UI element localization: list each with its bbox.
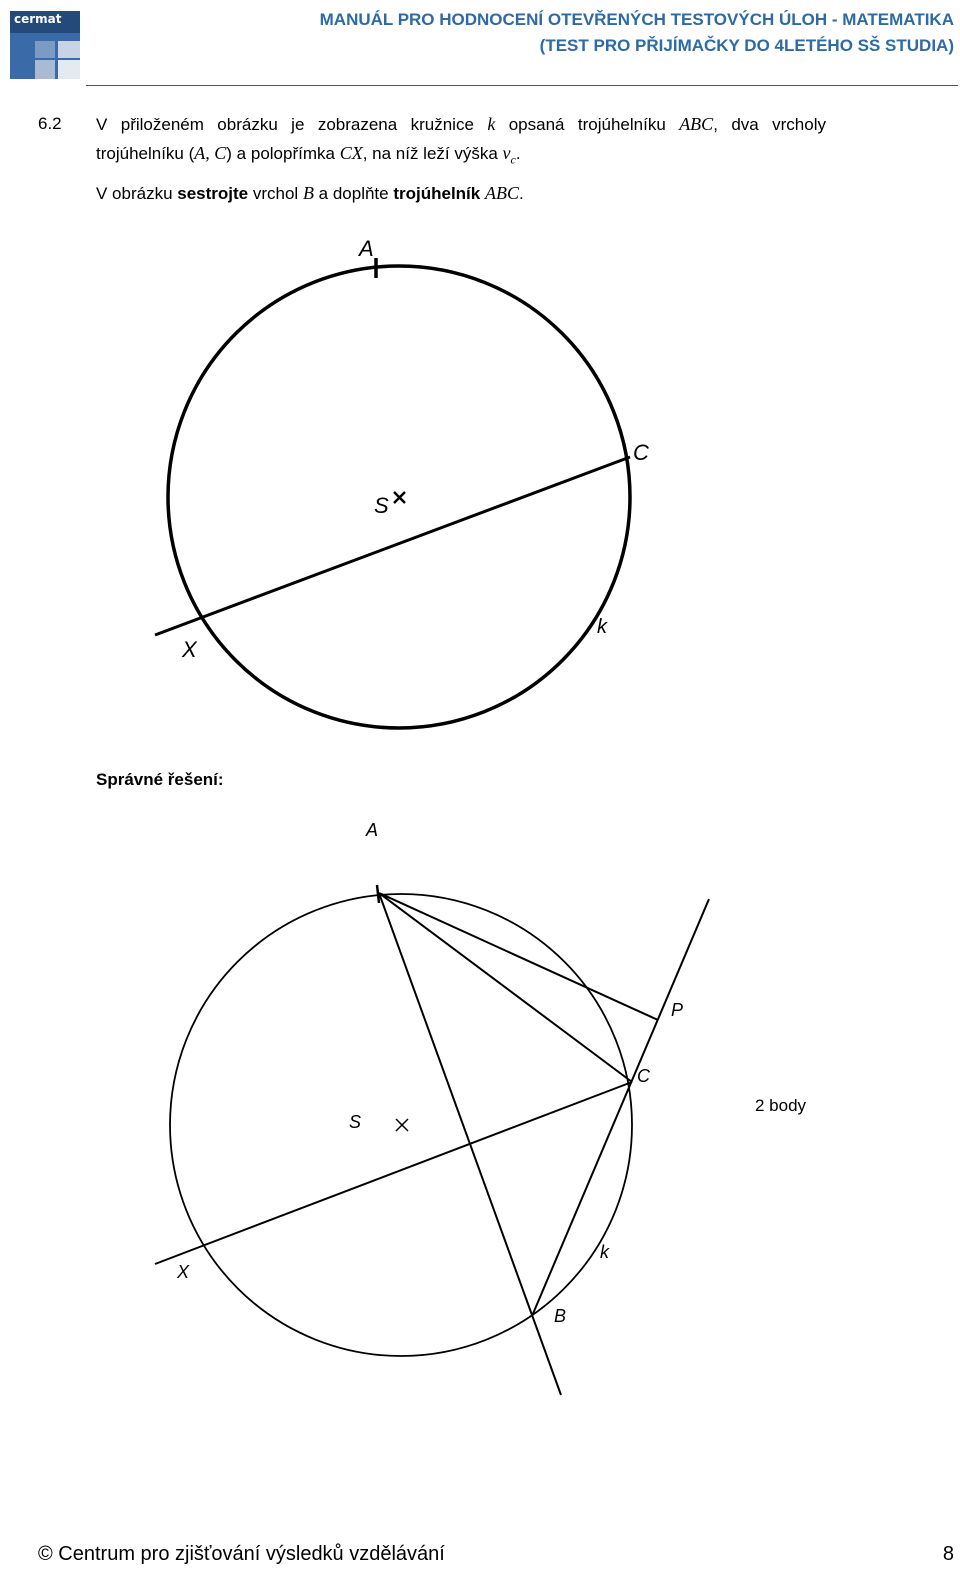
footer-page-number: 8	[942, 1543, 954, 1565]
solution-label-c: C	[637, 1066, 650, 1086]
text: vrchol	[248, 184, 303, 203]
math-b: B	[302, 183, 314, 203]
text: trojúhelníku (	[96, 144, 195, 163]
solution-label-a: A	[366, 820, 379, 840]
solution-side-ac	[379, 893, 632, 1082]
solution-title: Správné řešení:	[96, 770, 224, 789]
text: V obrázku	[96, 184, 178, 203]
math-ac: A, C	[194, 143, 227, 163]
solution-label-b: B	[554, 1306, 567, 1326]
solution-label-k: k	[600, 1242, 609, 1262]
label-k: k	[597, 616, 607, 638]
math-v: v	[502, 143, 511, 163]
solution-label-x: X	[177, 1262, 190, 1282]
text: V přiloženém obrázku je zobrazena kružnice	[96, 115, 488, 134]
text: , dva vrcholy	[713, 115, 826, 134]
solution-ray-cx	[155, 1082, 632, 1264]
score-points: 2 body	[755, 1096, 807, 1115]
label-x: X	[182, 637, 197, 662]
solution-line-bc	[532, 899, 709, 1316]
math-sub-c: c	[510, 152, 516, 167]
solution-line-ab	[379, 893, 561, 1395]
solution-label-p: P	[671, 1000, 684, 1020]
text: a doplňte	[313, 184, 394, 203]
text: , na níž leží výška	[362, 144, 503, 163]
header-title-line1: MANUÁL PRO HODNOCENÍ OTEVŘENÝCH TESTOVÝCH ÚLOH - MATEMATIKA	[319, 10, 954, 29]
solution-line-ap	[379, 893, 658, 1020]
label-s: S	[374, 493, 389, 518]
task-number: 6.2	[38, 114, 62, 133]
header-title-line2: (TEST PRO PŘIJÍMAČKY DO 4LETÉHO SŠ STUDIA)	[539, 36, 954, 55]
label-c: C	[633, 440, 649, 465]
text: .	[518, 184, 524, 203]
solution-label-s: S	[349, 1112, 362, 1132]
math-abc: ABC	[484, 183, 519, 203]
solution-center-s-cross	[396, 1119, 408, 1131]
math-cx: CX	[339, 143, 363, 163]
text: opsaná trojúhelníku	[495, 115, 680, 134]
text: ) a polopřímka	[226, 144, 340, 163]
bold-text: sestrojte	[177, 184, 249, 203]
math-k: k	[487, 114, 496, 134]
footer-copyright: © Centrum pro zjišťování výsledků vzdělávání	[38, 1543, 445, 1565]
bold-text: trojúhelník	[393, 184, 481, 203]
text: .	[515, 144, 521, 163]
label-a: A	[359, 236, 374, 261]
math-abc: ABC	[679, 114, 714, 134]
logo-text: cermat	[14, 12, 62, 26]
